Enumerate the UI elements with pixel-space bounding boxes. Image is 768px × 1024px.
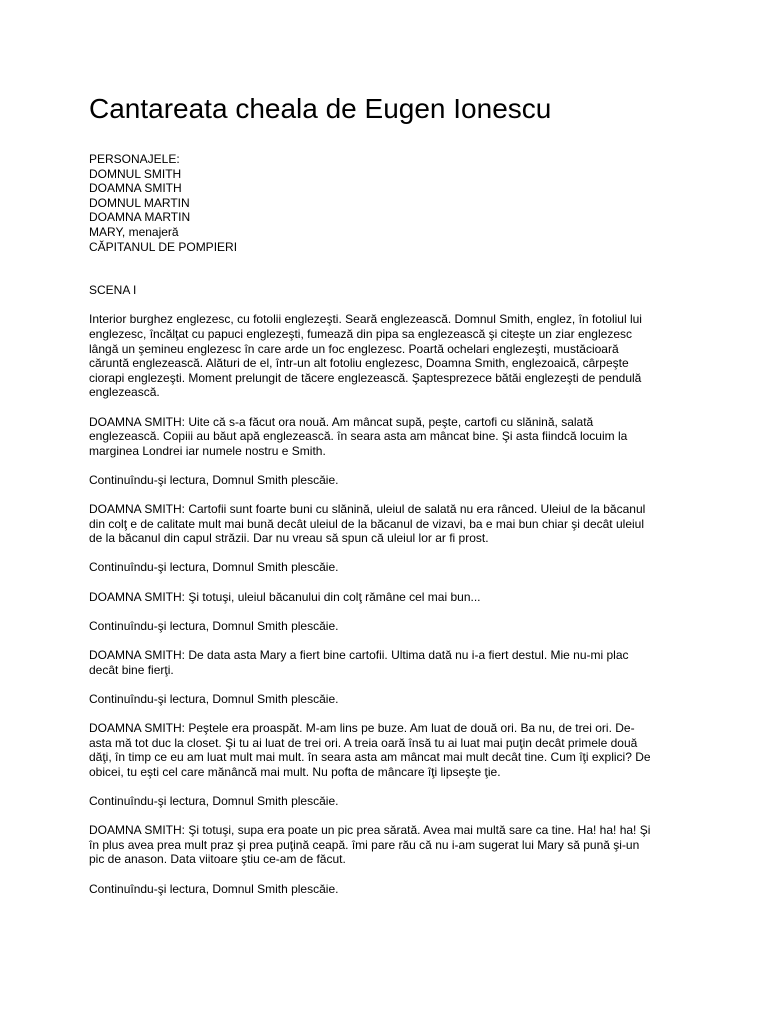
paragraph-line: englezească. Copiii au băut apă englezească. în seara asta am mâncat bine. Şi asta fiindcă locuim la	[89, 429, 628, 444]
paragraph-line: obicei, tu eşti cel care mănâncă mai mult. Nu pofta de mâncare îţi lipseşte ţie.	[89, 764, 501, 779]
paragraph-line: DOAMNA SMITH: Peştele era proaspăt. M-am lins pe buze. Am luat de două ori. Ba nu, de trei ori. De-	[89, 720, 635, 735]
paragraph	[89, 794, 689, 809]
paragraph-line: decât bine fierţi.	[89, 662, 174, 677]
paragraph-line: pic de anason. Data viitoare ştiu ce-am de făcut.	[89, 852, 346, 867]
paragraph-line: DOAMNA SMITH: Uite că s-a făcut ora nouă. Am mâncat supă, peşte, cartofi cu slănină, salată	[89, 414, 594, 429]
paragraph	[89, 721, 689, 779]
paragraph-line: din colţ e de calitate mult mai bună decât uleiul de la băcanul de vizavi, ba e mai bun chiar şi decât uleiul	[89, 516, 644, 531]
paragraph	[89, 473, 689, 488]
paragraph	[89, 619, 689, 634]
paragraph	[89, 823, 689, 867]
paragraph-line: DOAMNA SMITH: De data asta Mary a fiert bine cartofii. Ultima dată nu i-a fiert destul. Mie nu-mi plac	[89, 648, 629, 662]
character-item: DOMNUL SMITH	[89, 166, 182, 181]
paragraph-line: DOAMNA SMITH: Şi totuşi, supa era poate un pic prea sărată. Avea mai multă sare ca tine. Ha! ha! ha! Şi	[89, 823, 651, 838]
paragraph-line: Interior burghez englezesc, cu fotolii englezeşti. Seară englezească. Domnul Smith, englez, în fotoliul lui	[89, 312, 642, 327]
paragraph	[89, 415, 689, 459]
document-page	[89, 92, 689, 896]
paragraphs-container	[89, 312, 689, 896]
paragraph-line: englezesc, încălţat cu papuci englezeşti, fumează din pipa sa englezească şi citeşte un ziar englezesc	[89, 326, 632, 341]
characters-heading: PERSONAJELE:	[89, 152, 180, 166]
paragraph-line: căruntă englezească. Alături de el, într-un alt fotoliu englezesc, Doamna Smith, englezoaică, cârpeşte	[89, 356, 629, 371]
paragraph-line: lângă un şemineu englezesc în care arde un foc englezesc. Poartă ochelari englezeşti, mustăcioară	[89, 341, 619, 356]
paragraph	[89, 648, 689, 677]
paragraph	[89, 502, 689, 546]
paragraph-line: asta mă tot duc la closet. Şi tu ai luat de trei ori. A treia oară însă tu ai luat mai puţin decât primele două	[89, 735, 638, 750]
paragraph-line: Continuîndu-şi lectura, Domnul Smith plescăie.	[89, 691, 339, 706]
paragraph	[89, 560, 689, 575]
paragraph-line: Continuîndu-şi lectura, Domnul Smith plescăie.	[89, 472, 339, 487]
paragraph-line: Continuîndu-şi lectura, Domnul Smith plescăie.	[89, 618, 339, 633]
paragraph-line: DOAMNA SMITH: Şi totuşi, uleiul băcanului din colţ rămâne cel mai bun...	[89, 589, 481, 604]
character-item: MARY, menajeră	[89, 224, 179, 239]
paragraph-line: dăţi, în timp ce eu am luat mult mai mult. în seara asta am mâncat mai mult decât tine. Cum îţi explici? De	[89, 750, 651, 765]
paragraph-line: Continuîndu-şi lectura, Domnul Smith plescăie.	[89, 881, 339, 896]
paragraph	[89, 312, 689, 400]
character-item: DOMNUL MARTIN	[89, 195, 190, 210]
paragraph-line: de la băcanul din capul străzii. Dar nu vreau să spun că uleiul lor ar fi prost.	[89, 531, 489, 546]
character-item: CĂPITANUL DE POMPIERI	[89, 239, 238, 254]
document-title: Cantareata cheala de Eugen Ionescu	[89, 93, 552, 124]
paragraph	[89, 590, 689, 605]
paragraph-line: în plus avea prea mult praz şi prea puţină ceapă. îmi pare rău că nu i-am sugerat lui Mary să pună şi-un	[89, 837, 640, 852]
paragraph-line: marginea Londrei iar numele nostru e Smith.	[89, 443, 326, 458]
scene-heading: SCENA I	[89, 283, 137, 298]
paragraph-line: Continuîndu-şi lectura, Domnul Smith plescăie.	[89, 560, 339, 575]
paragraph	[89, 692, 689, 707]
paragraph	[89, 882, 689, 897]
character-item: DOAMNA SMITH	[89, 181, 182, 196]
paragraph-line: Continuîndu-şi lectura, Domnul Smith plescăie.	[89, 793, 339, 808]
paragraph-line: englezească.	[89, 385, 160, 400]
paragraph-line: DOAMNA SMITH: Cartofii sunt foarte buni cu slănină, uleiul de salată nu era rânced. Uleiul de la băcanul	[89, 502, 646, 517]
character-item: DOAMNA MARTIN	[89, 210, 191, 225]
paragraph-line: ciorapi englezeşti. Moment prelungit de tăcere englezească. Şaptesprezece bătăi englezeşti de pendulă	[89, 370, 642, 385]
characters-list	[89, 152, 689, 254]
